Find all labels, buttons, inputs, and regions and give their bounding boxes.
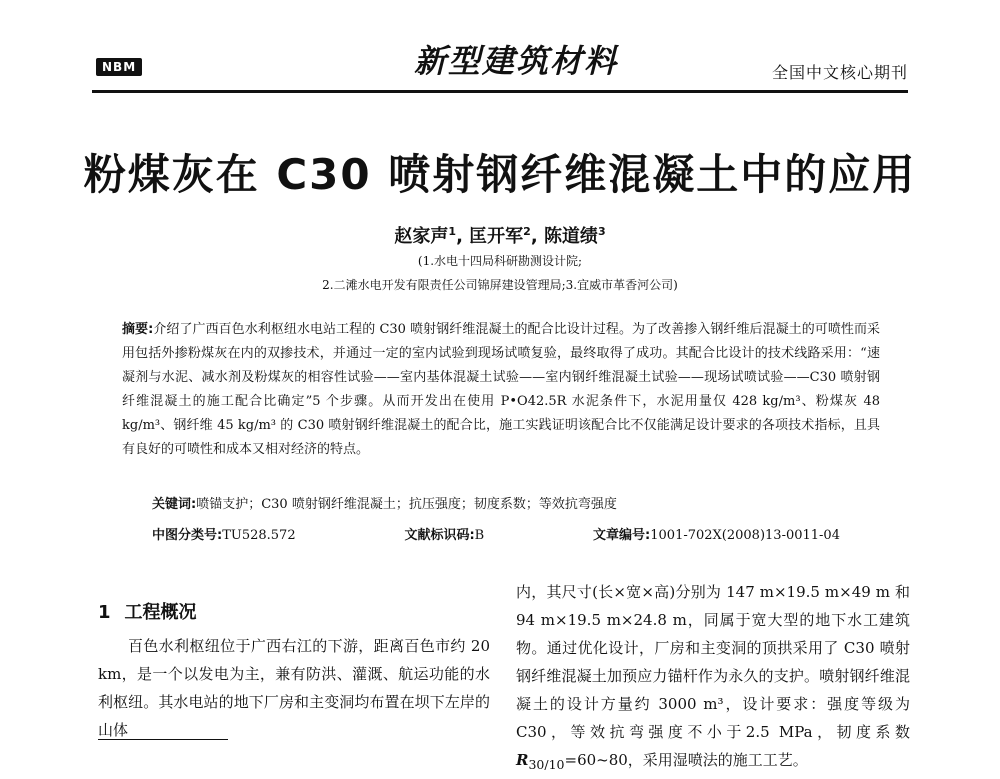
left-column bbox=[98, 632, 490, 744]
affiliation-line-2: 2.二滩水电开发有限责任公司锦屏建设管理局;3.宜威市革香河公司) bbox=[322, 278, 678, 292]
article-no-label: 文章编号: bbox=[593, 528, 651, 543]
article-no-field bbox=[593, 524, 840, 543]
affiliation-line-1: (1.水电十四局科研勘测设计院; bbox=[417, 254, 583, 268]
toughness-subscript: 30/10 bbox=[528, 757, 565, 772]
right-text-a: 内，其尺寸(长×宽×高)分别为 147 m×19.5 m×49 m 和 94 m×19.5 m×24.8 m，同属于宽大型的地下水工建筑物。通过优化设计，厂房和主变洞的顶拱采用了 C30 喷射钢纤维混凝土加预应力锚杆作为永久的支护。喷射钢纤维混凝土的设计方量约 3000 m³，设计要求：强度等级为 C30，等效抗弯强度不小于2.5 MPa，韧度系数 bbox=[516, 583, 910, 741]
toughness-symbol: R bbox=[516, 751, 529, 769]
author-name: 赵家声 bbox=[394, 226, 449, 247]
article-no-value: 1001-702X(2008)13-0011-04 bbox=[650, 528, 840, 543]
doc-code-field bbox=[404, 524, 484, 543]
right-column bbox=[516, 578, 910, 779]
right-paragraph bbox=[516, 578, 910, 779]
keywords-text: 喷锚支护；C30 喷射钢纤维混凝土；抗压强度；韧度系数；等效抗弯强度 bbox=[196, 497, 617, 512]
right-text-b: =60~80，采用湿喷法的施工工艺。 bbox=[564, 751, 808, 769]
clc-label: 中图分类号: bbox=[152, 528, 223, 543]
footnote-divider bbox=[98, 739, 228, 740]
header-divider bbox=[92, 90, 908, 93]
author-sup: 2 bbox=[523, 225, 531, 238]
abstract-text: 介绍了广西百色水利枢纽水电站工程的 C30 喷射钢纤维混凝土的配合比设计过程。为了改善掺入钢纤维后混凝土的可喷性而采用包括外掺粉煤灰在内的双掺技术，并通过一定的室内试验到现场试喷复验，最终取得了成功。其配合比设计的技术线路采用：“速凝剂与水泥、减水剂及粉煤灰的相容性试验——室内基体混凝土试验——室内钢纤维混凝土试验——现场试喷试验——C30 喷射钢纤维混凝土的施工配合比确定”5 个步骤。从而开发出在使用 P•O42.5R 水泥条件下，水泥用量仅 428 kg/m³、粉煤灰 48 kg/m³、钢纤维 45 kg/m³ 的 C30 喷射钢纤维混凝土的配合比，施工实践证明该配合比不仅能满足设计要求的各项技术指标，且具有良好的可喷性和成本又相对经济的特点。 bbox=[122, 322, 880, 457]
clc-value: TU528.572 bbox=[222, 528, 296, 543]
article-title: 粉煤灰在 C30 喷射钢纤维混凝土中的应用 bbox=[83, 150, 917, 199]
author-sup: 3 bbox=[597, 225, 606, 238]
clc-field bbox=[152, 524, 296, 543]
keywords-label: 关键词: bbox=[152, 497, 197, 512]
author-list: 赵家声$^1$, 匡开军$^2$, 陈道绩$^3$ bbox=[394, 225, 606, 247]
section-heading bbox=[98, 598, 197, 624]
author-name: 匡开军 bbox=[469, 226, 524, 247]
abstract bbox=[122, 318, 880, 462]
doc-code-label: 文献标识码: bbox=[404, 528, 475, 543]
author-name: 陈道绩 bbox=[543, 226, 598, 247]
journal-badge: NBM bbox=[96, 58, 142, 76]
section-title: 工程概况 bbox=[124, 602, 197, 623]
author-sup: 1 bbox=[448, 225, 457, 238]
left-paragraph: 百色水利枢纽位于广西右江的下游，距离百色市约 20 km，是一个以发电为主，兼有防洪、灌溉、航运功能的水利枢纽。其水电站的地下厂房和主变洞均布置在坝下左岸的山体 bbox=[98, 637, 490, 739]
classification-row bbox=[152, 524, 840, 543]
doc-code-value: B bbox=[474, 528, 485, 543]
core-journal-label: 全国中文核心期刊 bbox=[771, 63, 908, 82]
keywords bbox=[152, 493, 617, 512]
abstract-label: 摘要: bbox=[122, 322, 154, 337]
section-number: 1 bbox=[98, 602, 111, 623]
journal-title: 新型建筑材料 bbox=[414, 42, 619, 80]
